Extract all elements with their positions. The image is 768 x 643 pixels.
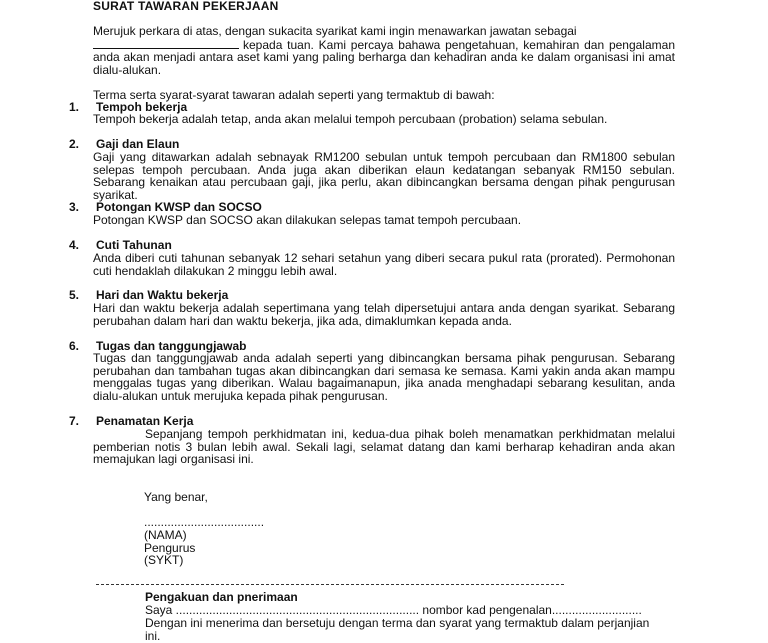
section-number: 1. — [69, 100, 80, 114]
section-number: 5. — [69, 288, 80, 302]
section-title: Tugas dan tanggungjawab — [96, 339, 247, 353]
section-title: Cuti Tahunan — [96, 238, 172, 252]
acknowledgement-line-1: Saya ......................................................................... nombor kad pengenalan........................... — [145, 603, 642, 617]
acknowledgement-line-2: Dengan ini menerima dan bersetuju dengan terma dan syarat yang termaktub dalam perjanjian ini. — [145, 616, 650, 643]
section-number: 7. — [69, 414, 80, 428]
section-body: Potongan KWSP dan SOCSO akan dilakukan selepas tamat tempoh percubaan. — [93, 213, 522, 227]
section-body: Anda diberi cuti tahunan sebanyak 12 sehari setahun yang diberi secara pukul rata (prorated). Permohonan cuti hendaklah dilakukan 2 minggu lebih awal. — [93, 251, 675, 278]
cut-line-divider — [96, 584, 564, 585]
section-title: Penamatan Kerja — [96, 414, 194, 428]
signatory-position: Pengurus — [144, 541, 196, 555]
terms-intro: Terma serta syarat-syarat tawaran adalah seperti yang termaktub di bawah: — [93, 88, 495, 102]
position-blank-line — [93, 38, 239, 49]
section-title: Gaji dan Elaun — [96, 137, 180, 151]
signatory-name: (NAMA) — [144, 528, 187, 542]
intro-text-1: Merujuk perkara di atas, dengan sukacita syarikat kami ingin menawarkan jawatan sebagai — [93, 24, 577, 38]
section-title: Hari dan Waktu bekerja — [96, 288, 229, 302]
section-body: Hari dan waktu bekerja adalah sepertimana yang telah dipersetujui antara anda dengan syarikat. Sebarang perubahan dalam hari dan waktu bekerja, jika ada, dimaklumkan kepada anda. — [93, 301, 675, 328]
section-number: 6. — [69, 339, 80, 353]
letter-title: SURAT TAWARAN PEKERJAAN — [93, 0, 279, 13]
acknowledgement-title: Pengakuan dan pnerimaan — [145, 590, 298, 604]
section-number: 4. — [69, 238, 80, 252]
section-title: Tempoh bekerja — [96, 100, 188, 114]
signatory-company: (SYKT) — [144, 553, 184, 567]
section-body: Tugas dan tanggungjawab anda adalah seperti yang dibincangkan bersama pihak pengurusan. Sebarang perubahan dan tambahan tugas akan dibincangkan dari semasa ke semasa. Kami yakin anda akan mampu menggalas tugas yang diberikan. Walau bagaimanapun, jika anada menghadapi sebarang kesulitan, anda dialu-alukan untuk merujuka kepada pihak pengurusan. — [93, 351, 675, 403]
section-body: Gaji yang ditawarkan adalah sebnayak RM1200 sebulan untuk tempoh percubaan dan RM1800 sebulan selepas tempoh percubaan. Anda juga akan diberikan elaun kedatangan sebanyak RM150 sebulan. Sebarang kenaikan atau percubaan gaji, jika perlu, akan dibincangkan bersama dengan pihak pengurusan syarikat. — [93, 150, 675, 202]
intro-text-2: kepada tuan. Kami percaya bahawa pengetahuan, kemahiran dan pengalaman anda akan menjadi antara aset kami yang paling berharga dan kehadiran anda ke dalam organisasi ini amat dialu-alukan. — [93, 37, 675, 77]
section-number: 3. — [69, 200, 80, 214]
intro-paragraph — [93, 25, 675, 76]
section-body: Sepanjang tempoh perkhidmatan ini, kedua-dua pihak boleh menamatkan perkhidmatan melalui pemberian notis 3 bulan lebih awal. Sekali lagi, selamat datang dan kami berharap kehadiran anda akan memajukan lagi organisasi ini. — [93, 427, 675, 467]
signature-line: .................................... — [144, 515, 265, 529]
closing-text: Yang benar, — [144, 490, 208, 504]
section-title: Potongan KWSP dan SOCSO — [96, 200, 262, 214]
section-body: Tempoh bekerja adalah tetap, anda akan melalui tempoh percubaan (probation) selama sebulan. — [93, 112, 608, 126]
section-number: 2. — [69, 137, 80, 151]
